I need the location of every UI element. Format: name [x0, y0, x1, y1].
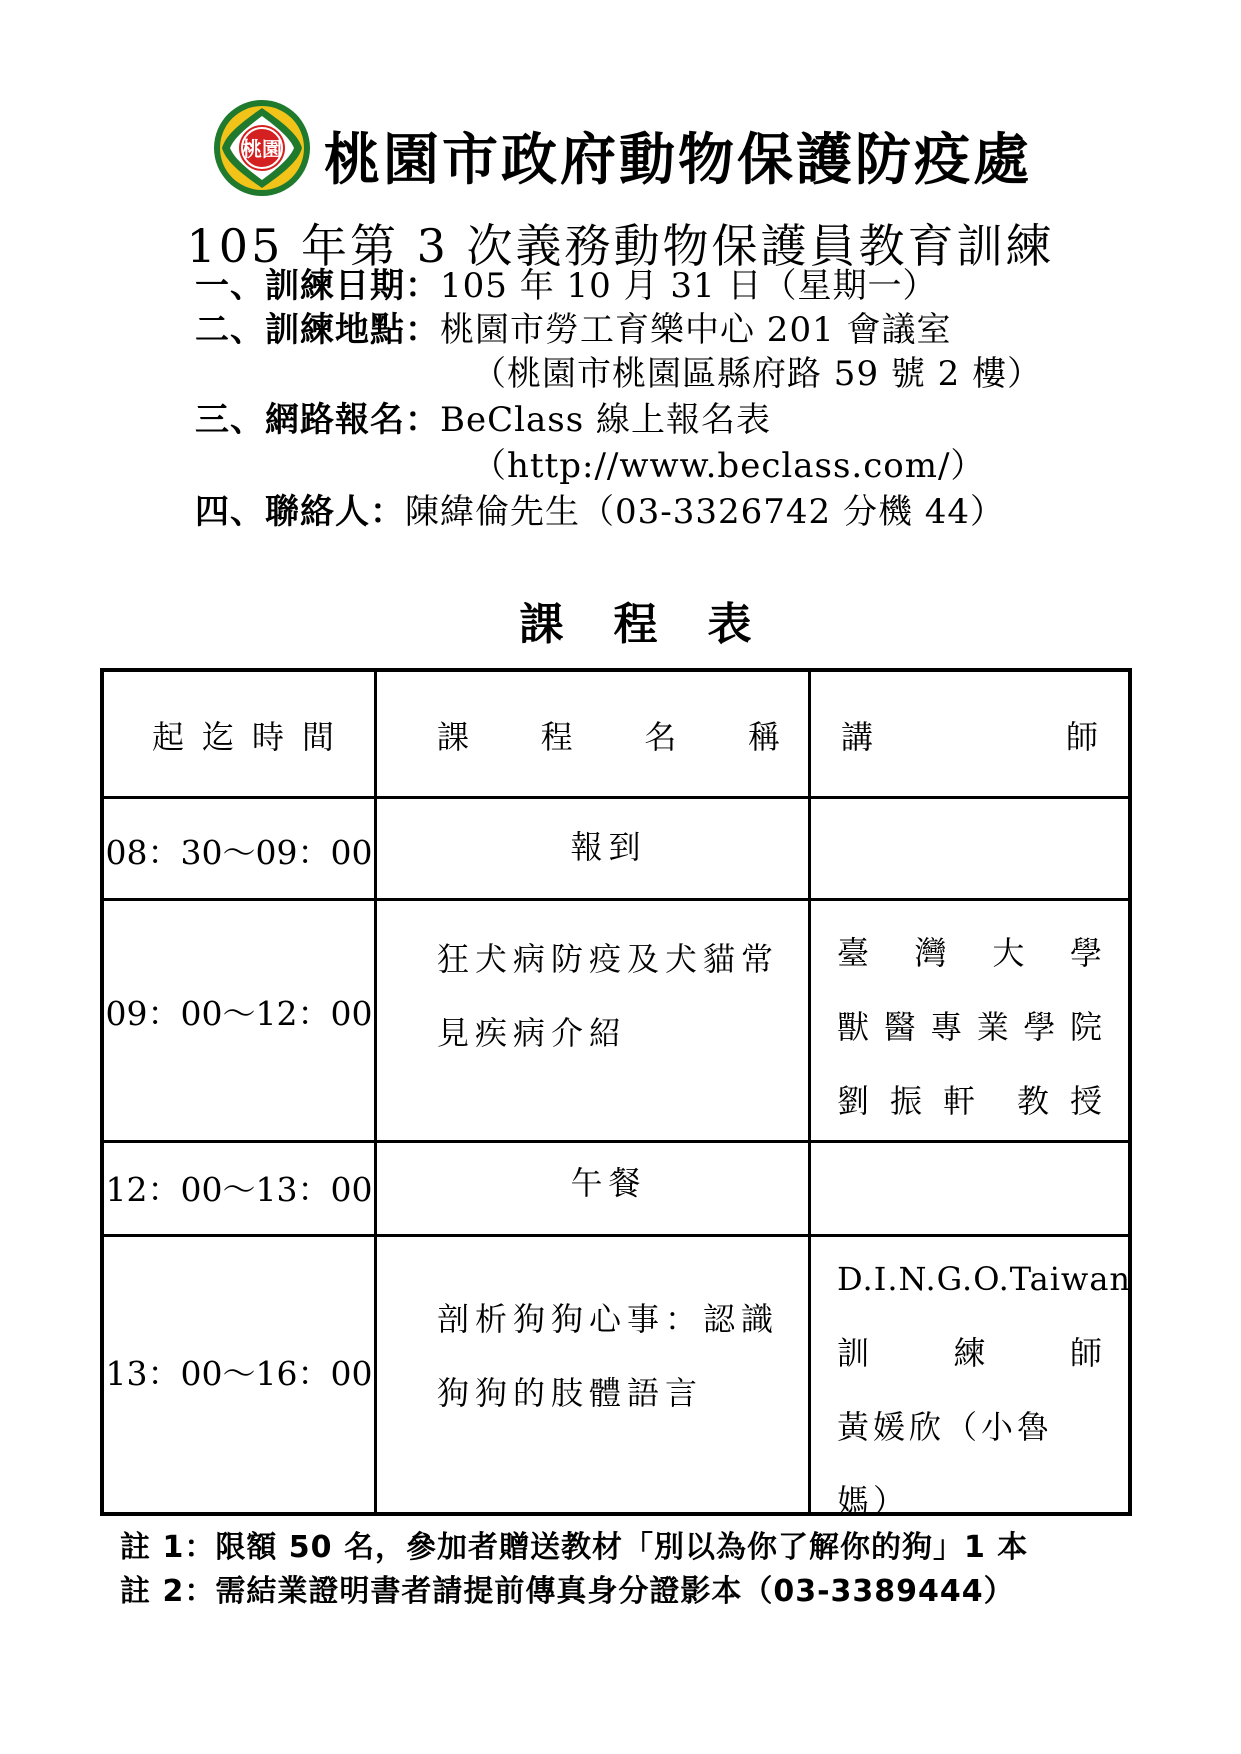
row-course-line: 狂犬病防疫及犬貓常 [437, 940, 780, 978]
info-number: 三、 [195, 400, 265, 440]
header-instructor-char: 講 [841, 718, 874, 756]
row-course-line: 見疾病介紹 [437, 1014, 628, 1052]
row-time: 09：00～12：00 [105, 994, 373, 1033]
instructor-line: D.I.N.G.O.Taiwan [837, 1260, 1131, 1298]
header-course-char: 程 [540, 718, 573, 756]
header-instructor [811, 712, 1128, 758]
header-course-char: 名 [644, 718, 677, 756]
info-online-registration [195, 392, 771, 441]
row-course: 午餐 [570, 1164, 647, 1202]
schedule-table [100, 668, 1132, 1520]
header-course-char: 稱 [747, 718, 780, 756]
info-number: 一、 [195, 266, 265, 306]
info-value: BeClass 線上報名表 [440, 400, 771, 440]
info-label: 聯絡人： [265, 492, 405, 532]
info-value: 桃園市勞工育樂中心 201 會議室 [440, 310, 952, 350]
table-row-divider [104, 796, 1128, 799]
info-number: 四、 [195, 492, 265, 532]
info-label: 訓練日期： [265, 266, 440, 306]
instructor-line: 黃媛欣（小魯媽） [837, 1408, 1054, 1520]
row-time: 13：00～16：00 [105, 1354, 373, 1393]
row-course [407, 1282, 810, 1430]
agency-logo-icon [212, 98, 312, 198]
table-row-divider [104, 1234, 1128, 1237]
instructor-line: 訓 練 師 [837, 1334, 1102, 1372]
logo-text: 桃園 [242, 137, 282, 161]
instructor-line: 獸 醫 專 業 學 院 [837, 1008, 1102, 1046]
row-time: 08：30～09：00 [105, 833, 373, 872]
note-1: 註 1：限額 50 名，參加者贈送教材「別以為你了解你的狗」1 本 [120, 1530, 1029, 1565]
header-instructor-char: 師 [1065, 718, 1098, 756]
row-course [407, 922, 810, 1070]
info-contact [195, 484, 1005, 533]
info-number: 二、 [195, 310, 265, 350]
header-course-char: 課 [437, 718, 470, 756]
document-title: 105 年第 3 次義務動物保護員教育訓練 [186, 219, 1055, 273]
row-time: 12：00～13：00 [105, 1170, 373, 1209]
info-label: 網路報名： [265, 400, 440, 440]
info-value: 105 年 10 月 31 日（星期一） [440, 266, 938, 306]
table-row-divider [104, 898, 1128, 901]
instructor-line: 臺 灣 大 學 [837, 934, 1102, 972]
row-course-line: 狗狗的肢體語言 [437, 1374, 704, 1412]
info-training-location [195, 302, 952, 351]
row-course-line: 剖析狗狗心事：認識 [437, 1300, 780, 1338]
info-location-address: （桃園市桃園區縣府路 59 號 2 樓） [472, 354, 1043, 394]
organization-header [212, 98, 1042, 198]
header-course [407, 712, 810, 758]
schedule-heading: 課程表 [519, 599, 802, 650]
info-training-date [195, 258, 937, 307]
row-instructor [811, 916, 1128, 1138]
row-instructor [811, 1242, 1131, 1538]
info-registration-url: （http://www.beclass.com/） [472, 446, 986, 486]
header-time: 起迄時間 [151, 718, 352, 756]
table-row-divider [104, 1140, 1128, 1143]
row-course: 報到 [570, 828, 647, 866]
instructor-line: 劉 振 軒 教 授 [837, 1082, 1102, 1120]
info-value: 陳緯倫先生（03-3326742 分機 44） [405, 492, 1006, 532]
info-label: 訓練地點： [265, 310, 440, 350]
organization-name: 桃園市政府動物保護防疫處 [324, 128, 1032, 193]
note-2: 註 2：需結業證明書者請提前傳真身分證影本（03-3389444） [120, 1574, 1015, 1609]
